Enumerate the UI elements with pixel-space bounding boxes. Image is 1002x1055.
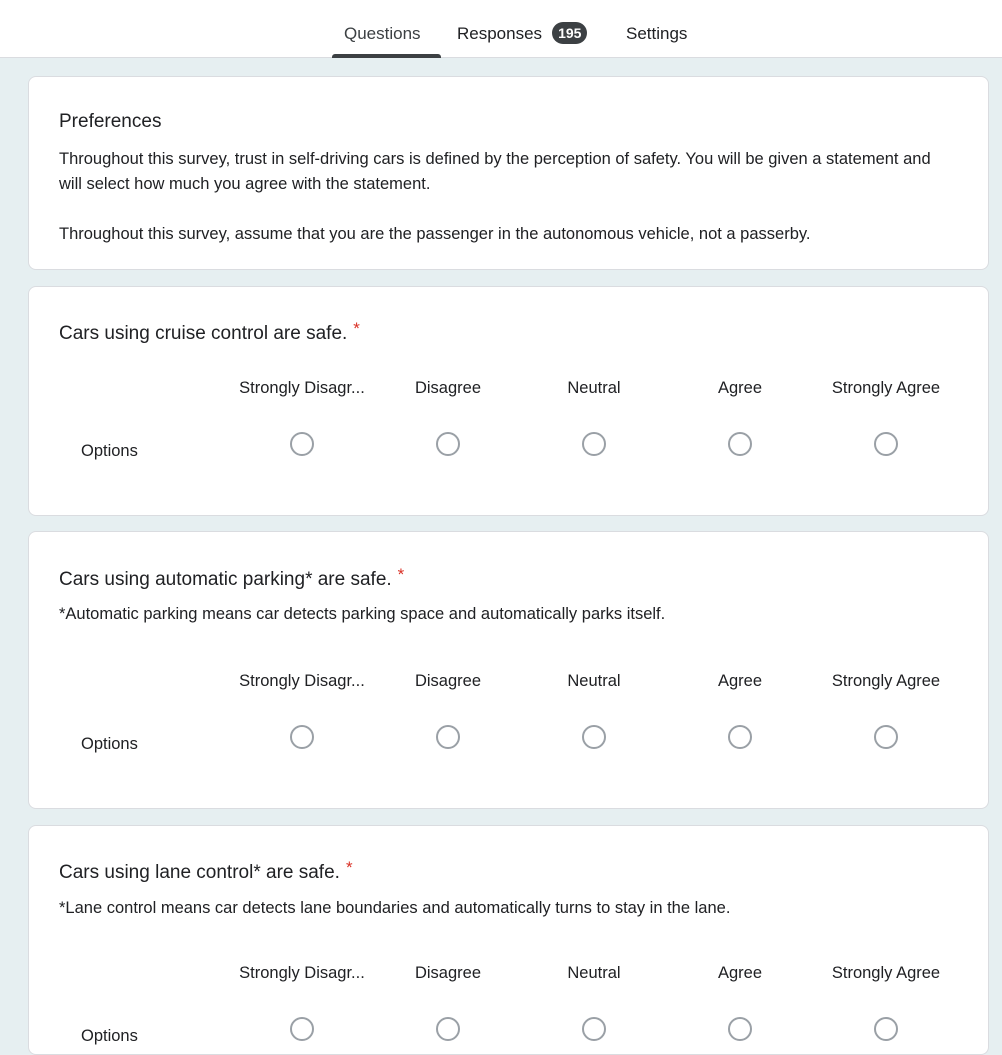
column-header: Agree (717, 964, 763, 982)
radio-option[interactable] (436, 1017, 460, 1041)
section-description-2: Throughout this survey, assume that you are the passenger in the autonomous vehicle, not a passerby. (59, 225, 811, 243)
column-header: Disagree (414, 964, 482, 982)
section-card (28, 76, 989, 270)
question-card (28, 531, 989, 809)
question-title-text: Cars using automatic parking* are safe. (59, 569, 392, 590)
radio-option[interactable] (436, 432, 460, 456)
radio-option[interactable] (436, 725, 460, 749)
radio-option[interactable] (290, 725, 314, 749)
column-header: Disagree (414, 672, 482, 690)
column-header: Neutral (567, 379, 621, 397)
row-label: Options (81, 1027, 138, 1045)
active-tab-indicator (332, 54, 441, 58)
question-title (59, 565, 404, 591)
column-header: Strongly Disagr... (239, 672, 365, 690)
responses-count-badge: 195 (552, 22, 587, 44)
column-header: Strongly Disagr... (239, 964, 365, 982)
question-title-text: Cars using lane control* are safe. (59, 862, 340, 883)
tab-questions[interactable]: Questions (344, 24, 421, 43)
radio-option[interactable] (290, 432, 314, 456)
column-header: Strongly Agree (831, 672, 941, 690)
radio-option[interactable] (874, 432, 898, 456)
column-header: Strongly Agree (831, 964, 941, 982)
question-title (59, 858, 353, 884)
question-card (28, 825, 989, 1055)
radio-option[interactable] (874, 1017, 898, 1041)
radio-option[interactable] (582, 1017, 606, 1041)
column-header: Disagree (414, 379, 482, 397)
column-header: Strongly Disagr... (239, 379, 365, 397)
required-asterisk: * (397, 565, 405, 584)
top-tab-bar (0, 0, 1002, 58)
tab-responses-label: Responses (457, 24, 543, 43)
question-title-text: Cars using cruise control are safe. (59, 323, 348, 344)
radio-option[interactable] (582, 725, 606, 749)
column-header: Agree (717, 672, 763, 690)
radio-option[interactable] (728, 725, 752, 749)
column-header: Neutral (567, 964, 621, 982)
question-card (28, 286, 989, 516)
section-title: Preferences (59, 111, 162, 132)
tab-responses[interactable] (457, 22, 587, 44)
row-label: Options (81, 735, 138, 753)
radio-option[interactable] (728, 1017, 752, 1041)
column-header: Strongly Agree (831, 379, 941, 397)
tab-settings[interactable]: Settings (626, 24, 688, 43)
required-asterisk: * (353, 319, 360, 338)
question-description: *Automatic parking means car detects parking space and automatically parks itself. (59, 605, 666, 623)
radio-option[interactable] (728, 432, 752, 456)
required-asterisk: * (345, 858, 353, 877)
question-title (59, 319, 360, 345)
column-header: Agree (717, 379, 763, 397)
question-description: *Lane control means car detects lane boundaries and automatically turns to stay in the lane. (59, 899, 731, 917)
row-label: Options (81, 442, 138, 460)
radio-option[interactable] (582, 432, 606, 456)
section-description-1: Throughout this survey, trust in self-driving cars is defined by the perception of safety. You will be given a statement and will select how much you agree with the statement. (59, 150, 931, 193)
radio-option[interactable] (874, 725, 898, 749)
radio-option[interactable] (290, 1017, 314, 1041)
column-header: Neutral (567, 672, 621, 690)
